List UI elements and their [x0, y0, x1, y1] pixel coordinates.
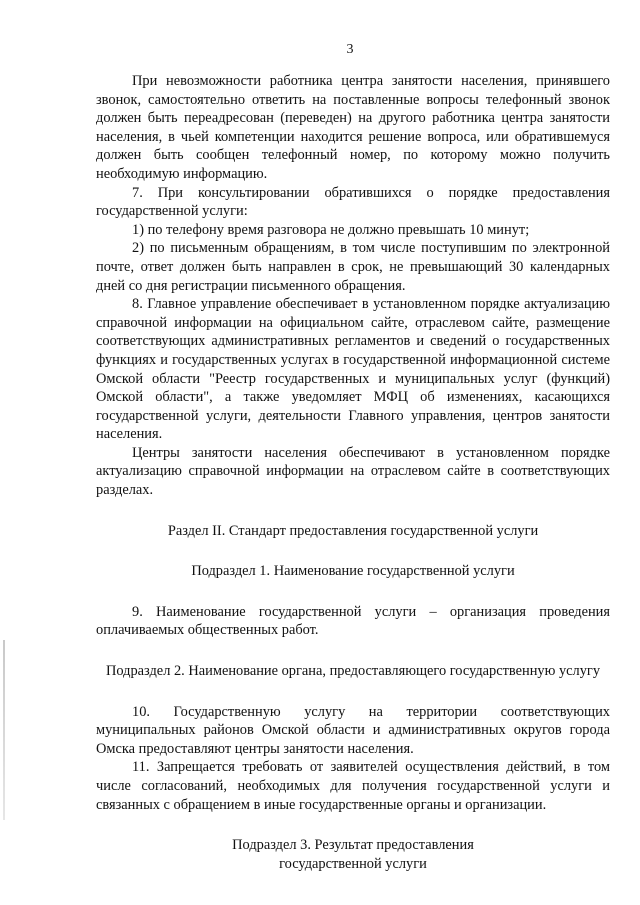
page-number: 3	[346, 42, 354, 57]
paragraph-call-redirect: При невозможности работника центра занятости населения, принявшего звонок, самостоятельно ответить на поставленные вопросы телефонный звонок должен быть переадресован (переведен) на другого работника центра занятости населения, в чьей компетенции находится решение вопроса, или обратившемуся должен быть сообщен телефонный номер, по которому можно получить необходимую информацию.	[96, 73, 610, 182]
section-heading-2: Раздел II. Стандарт предоставления государственной услуги	[167, 522, 539, 539]
scan-edge-mark	[3, 640, 5, 820]
subsection-heading-3-line-1: Подраздел 3. Результат предоставления	[232, 837, 474, 854]
subsection-heading-3-line-2: государственной услуги	[279, 855, 427, 872]
subsection-heading-1: Подраздел 1. Наименование государственной услуги	[191, 563, 515, 580]
document-body	[96, 72, 610, 873]
paragraph-item-10: 10. Государственную услугу на территории соответствующих муниципальных районов Омской области и административных округов города Омска предоставляют центры занятости населения.	[96, 703, 610, 757]
paragraph-item-8: 8. Главное управление обеспечивает в установленном порядке актуализацию справочной информации на официальном сайте, отраслевом сайте, размещение соответствующих административных регламентов и сведений о государственных функциях и государственных услугах в государственной информационной системе Омской области "Реестр государственных и муниципальных услуг (функций) Омской области", а также уведомляет МФЦ об изменениях, касающихся государственной услуги, деятельности Главного управления, центров занятости населения.	[96, 296, 610, 443]
paragraph-subitem-2: 2) по письменным обращениям, в том числе поступившим по электронной почте, ответ должен быть направлен в срок, не превышающий 30 календарных дней со дня регистрации письменного обращения.	[96, 240, 610, 294]
paragraph-item-11: 11. Запрещается требовать от заявителей осуществления действий, в том числе согласований, необходимых для получения государственной услуги и связанных с обращением в иные государственные органы и организации.	[96, 759, 610, 813]
subsection-heading-2: Подраздел 2. Наименование органа, предоставляющего государственную услугу	[105, 663, 601, 680]
paragraph-item-7: 7. При консультировании обратившихся о порядке предоставления государственной услуги:	[96, 184, 610, 220]
paragraph-item-9: 9. Наименование государственной услуги – организация проведения оплачиваемых общественных работ.	[96, 603, 610, 639]
paragraph-subitem-1: 1) по телефону время разговора не должно превышать 10 минут;	[132, 221, 530, 238]
paragraph-employment-centers: Центры занятости населения обеспечивают в установленном порядке актуализацию справочной информации на отраслевом сайте в соответствующих разделах.	[96, 444, 610, 499]
